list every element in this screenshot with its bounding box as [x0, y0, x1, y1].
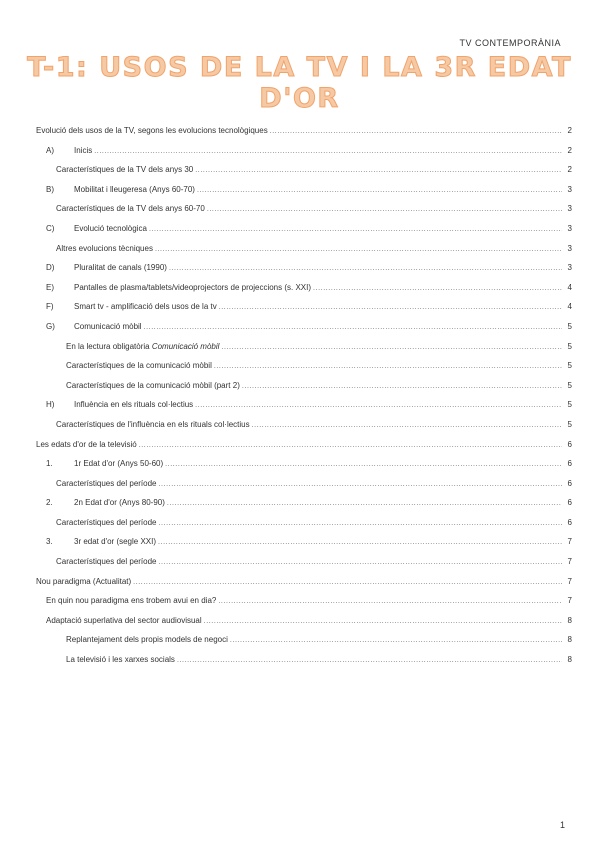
toc-leader-dots	[218, 598, 562, 605]
toc-entry-text: Influència en els rituals col·lectius	[74, 400, 194, 410]
toc-entry-page-number: 3	[567, 243, 572, 253]
toc-entry-text: Característiques del període	[56, 557, 157, 567]
toc-entry-marker: C)	[46, 223, 55, 233]
toc-entry[interactable]	[36, 283, 572, 303]
toc-entry[interactable]	[36, 263, 572, 283]
toc-leader-dots	[159, 481, 563, 488]
toc-entry-text: En la lectura obligatòria	[66, 341, 152, 351]
toc-entry-title	[46, 537, 158, 546]
toc-entry-page-number: 4	[567, 302, 572, 312]
toc-entry-marker: 3.	[46, 537, 53, 547]
toc-entry-text: Inicis	[74, 145, 93, 155]
toc-entry-title	[46, 283, 313, 292]
toc-leader-dots	[230, 637, 562, 644]
toc-entry-marker: 1.	[46, 459, 53, 469]
toc-entry[interactable]	[36, 244, 572, 264]
toc-entry-marker: H)	[46, 400, 55, 410]
toc-entry-title	[46, 302, 219, 311]
toc-entry-page-number: 3	[567, 184, 572, 194]
toc-entry-text: Característiques del període	[56, 517, 157, 527]
toc-entry-title	[66, 342, 221, 351]
toc-entry[interactable]	[36, 302, 572, 322]
toc-entry-title	[66, 635, 230, 644]
toc-entry-text: Evolució tecnològica	[74, 223, 147, 233]
toc-entry[interactable]	[36, 479, 572, 499]
toc-entry-text: Pantalles de plasma/tablets/videoprojectors de projeccions (s. XXI)	[74, 282, 312, 292]
toc-entry-title	[66, 361, 214, 370]
toc-leader-dots	[197, 187, 562, 194]
toc-leader-dots	[94, 148, 562, 155]
toc-entry[interactable]	[36, 537, 572, 557]
toc-leader-dots	[221, 344, 562, 351]
toc-entry-text: 1r Edat d'or (Anys 50-60)	[74, 459, 164, 469]
toc-entry-title	[66, 655, 177, 664]
toc-entry-marker: D)	[46, 263, 55, 273]
toc-entry-title	[46, 459, 165, 468]
toc-entry-text: Les edats d'or de la televisió	[36, 439, 137, 449]
toc-entry-title	[46, 616, 204, 625]
toc-leader-dots	[219, 304, 562, 311]
toc-leader-dots	[270, 128, 562, 135]
toc-leader-dots	[144, 324, 562, 331]
toc-entry[interactable]	[36, 498, 572, 518]
toc-entry-marker: E)	[46, 282, 54, 292]
toc-entry-page-number: 8	[567, 635, 572, 645]
toc-entry-page-number: 5	[567, 419, 572, 429]
toc-leader-dots	[313, 285, 562, 292]
toc-entry-text: 2n Edat d'or (Anys 80-90)	[74, 498, 165, 508]
toc-entry[interactable]	[36, 440, 572, 460]
toc-entry[interactable]	[36, 361, 572, 381]
toc-leader-dots	[195, 167, 562, 174]
toc-leader-dots	[204, 618, 562, 625]
toc-entry-title	[56, 204, 207, 213]
toc-leader-dots	[169, 265, 562, 272]
toc-entry-title	[36, 577, 133, 586]
toc-leader-dots	[158, 539, 562, 546]
toc-entry[interactable]	[36, 146, 572, 166]
toc-entry-text: 3r edat d'or (segle XXI)	[74, 537, 157, 547]
toc-entry-text: Replantejament dels propis models de negoci	[66, 635, 228, 645]
toc-leader-dots	[165, 461, 562, 468]
toc-entry-page-number: 7	[567, 596, 572, 606]
toc-entry-title	[56, 557, 159, 566]
document-header-tag: TV CONTEMPORÀNIA	[459, 38, 561, 48]
table-of-contents	[36, 126, 572, 675]
toc-entry-page-number: 8	[567, 655, 572, 665]
toc-entry-page-number: 3	[567, 204, 572, 214]
toc-entry-page-number: 7	[567, 576, 572, 586]
toc-entry[interactable]	[36, 577, 572, 597]
toc-entry-title	[46, 185, 197, 194]
toc-entry-text: Característiques de la TV dels anys 30	[56, 165, 194, 175]
toc-entry-title	[66, 381, 242, 390]
toc-entry-text: Altres evolucions tècniques	[56, 243, 153, 253]
toc-entry-marker: G)	[46, 321, 55, 331]
toc-leader-dots	[139, 442, 562, 449]
toc-leader-dots	[133, 579, 562, 586]
toc-entry-marker: F)	[46, 302, 54, 312]
page-number: 1	[559, 820, 565, 830]
toc-entry-title	[56, 479, 159, 488]
toc-entry-page-number: 5	[567, 400, 572, 410]
toc-entry-title	[46, 322, 144, 331]
toc-entry-title	[56, 165, 195, 174]
toc-entry-page-number: 7	[567, 537, 572, 547]
toc-entry[interactable]	[36, 518, 572, 538]
toc-entry-title	[46, 400, 195, 409]
toc-entry-page-number: 3	[567, 223, 572, 233]
toc-leader-dots	[159, 559, 563, 566]
toc-entry-page-number: 6	[567, 478, 572, 488]
toc-leader-dots	[177, 657, 562, 664]
toc-entry-page-number: 6	[567, 439, 572, 449]
toc-entry-title	[56, 420, 252, 429]
toc-entry-title	[36, 126, 270, 135]
toc-entry[interactable]	[36, 224, 572, 244]
toc-leader-dots	[159, 520, 563, 527]
toc-entry-page-number: 2	[567, 145, 572, 155]
toc-entry-page-number: 6	[567, 459, 572, 469]
toc-entry[interactable]	[36, 165, 572, 185]
toc-entry[interactable]	[36, 459, 572, 479]
toc-entry[interactable]	[36, 616, 572, 636]
toc-leader-dots	[207, 206, 562, 213]
toc-entry[interactable]	[36, 655, 572, 675]
toc-entry-text: Característiques de l'influència en els rituals col·lectius	[56, 419, 250, 429]
toc-entry-text: Mobilitat i lleugeresa (Anys 60-70)	[74, 184, 195, 194]
toc-entry-page-number: 7	[567, 557, 572, 567]
toc-entry-title	[56, 244, 155, 253]
toc-entry-page-number: 3	[567, 263, 572, 273]
toc-entry[interactable]	[36, 381, 572, 401]
toc-entry-title	[46, 146, 94, 155]
toc-entry-marker: 2.	[46, 498, 53, 508]
toc-entry-page-number: 5	[567, 380, 572, 390]
toc-leader-dots	[242, 383, 562, 390]
toc-entry-title	[36, 440, 139, 449]
toc-entry[interactable]	[36, 204, 572, 224]
toc-entry-text: Comunicació mòbil	[74, 321, 142, 331]
toc-entry-title	[46, 498, 167, 507]
toc-entry-page-number: 5	[567, 341, 572, 351]
toc-entry-text: Nou paradigma (Actualitat)	[36, 576, 132, 586]
toc-entry-marker: A)	[46, 145, 54, 155]
toc-entry-title	[46, 263, 169, 272]
toc-leader-dots	[214, 363, 562, 370]
toc-entry-text: Pluralitat de canals (1990)	[74, 263, 167, 273]
toc-entry-page-number: 2	[567, 165, 572, 175]
toc-entry-page-number: 2	[567, 126, 572, 135]
toc-leader-dots	[252, 422, 562, 429]
toc-entry-title	[56, 518, 159, 527]
toc-entry-text: Característiques del període	[56, 478, 157, 488]
toc-leader-dots	[155, 246, 562, 253]
toc-entry-page-number: 6	[567, 498, 572, 508]
toc-entry-page-number: 5	[567, 321, 572, 331]
document-title: T-1: USOS DE LA TV I LA 3R EDAT D'OR	[27, 52, 572, 114]
toc-entry-text: Smart tv - amplificació dels usos de la tv	[74, 302, 217, 312]
toc-entry[interactable]	[36, 322, 572, 342]
toc-entry-page-number: 6	[567, 517, 572, 527]
toc-entry-page-number: 4	[567, 282, 572, 292]
toc-entry[interactable]	[36, 557, 572, 577]
toc-entry-title	[46, 596, 218, 605]
toc-leader-dots	[195, 402, 562, 409]
toc-entry-text: Característiques de la comunicació mòbil	[66, 361, 212, 371]
toc-entry-text: Adaptació superlativa del sector audiovisual	[46, 615, 202, 625]
toc-entry[interactable]	[36, 185, 572, 205]
toc-entry[interactable]	[36, 126, 572, 146]
toc-entry-italic-text: Comunicació mòbil	[151, 341, 220, 351]
toc-entry[interactable]	[36, 420, 572, 440]
toc-entry-marker: B)	[46, 184, 54, 194]
toc-entry-page-number: 5	[567, 361, 572, 371]
toc-entry[interactable]	[36, 342, 572, 362]
toc-entry-text: Característiques de la comunicació mòbil (part 2)	[66, 380, 240, 390]
toc-entry-text: Evolució dels usos de la TV, segons les evolucions tecnològiques	[36, 126, 268, 135]
toc-entry-text: Característiques de la TV dels anys 60-70	[56, 204, 205, 214]
toc-entry-page-number: 8	[567, 615, 572, 625]
toc-entry[interactable]	[36, 400, 572, 420]
toc-entry-title	[46, 224, 149, 233]
toc-leader-dots	[149, 226, 562, 233]
toc-entry-text: En quin nou paradigma ens trobem avui en dia?	[46, 596, 217, 606]
toc-entry[interactable]	[36, 635, 572, 655]
toc-leader-dots	[167, 500, 562, 507]
toc-entry[interactable]	[36, 596, 572, 616]
toc-entry-text: La televisió i les xarxes socials	[66, 655, 175, 665]
